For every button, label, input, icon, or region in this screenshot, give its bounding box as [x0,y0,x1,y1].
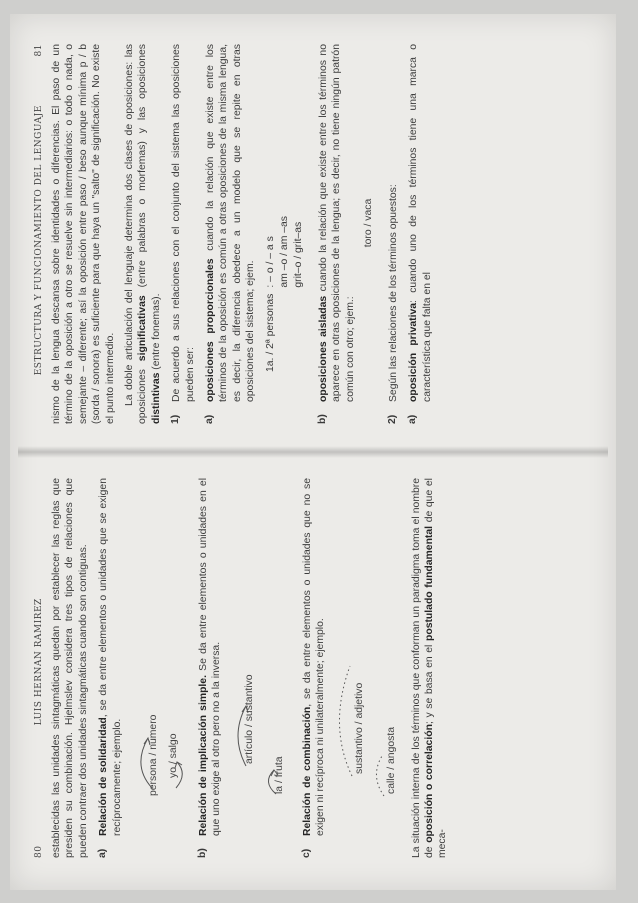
example-yo-salgo: yo / salgo [168,733,180,778]
para2-term-2: distintivas [150,372,162,424]
opposition-item-privative [407,44,434,424]
opposition-text: : cuando uno de los términos tiene una marca o característica que falta en el [408,44,433,402]
table-cell [278,288,292,372]
table-cell: 1a. / 2ª personas [264,293,276,372]
relation-description [197,478,224,836]
reciprocal-arrow-icon [130,686,190,796]
relation-description [301,478,328,836]
item-label: a) [407,414,419,424]
proportional-examples-table [264,210,306,372]
left-intro-paragraph: establecidas las unidades sintagmáticas quedan por establecer las reglas que presiden su combinación. Hjelmslev considera tres tipos de relaciones que pueden contraer dos unidades sintagmáticas cuando son contiguas. [51,478,89,858]
opposition-item-a [204,44,310,424]
relation-item-a [97,478,190,858]
closing-text-1: La situación interna de los términos que conforman un paradigma toma el nombre de [410,478,436,858]
page-number-right: 81 [34,44,44,57]
left-closing-paragraph [410,478,450,858]
right-intro-paragraph: nismo de la lengua descansa sobre identidades o diferencias. El paso de un término de la oposición a otro se resuelve sin intermediarios: o todo o nada, o semejante – diferente; así la oposición entre paso / beso aunque mínima p / b (sorda / sonora) es suficiente para que haya un "salto" de significación. No existe el punto intermedio. [51,44,116,424]
articulation-paragraph [123,44,163,424]
opposition-description [204,44,258,402]
closing-text-2: ; y se basa en el [424,641,436,725]
closing-term-2: postulado fundamental [424,525,436,641]
closing-term-1: oposición o correlación [424,724,436,843]
table-row [264,210,278,372]
opposition-term: oposiciones aisladas [317,295,329,402]
section-1-text: De acuerdo a sus relaciones con el conjunto del sistema las oposiciones pueden ser: [171,44,196,402]
table-cell: : – o / – a s [264,236,276,288]
section-2-text: Según las relaciones de los términos opuestos: [387,184,399,402]
example-articulo-sustantivo: artículo / sustantivo [243,674,255,764]
page-number-left: 80 [34,845,44,858]
table-cell: grit–o / grit–as [292,221,304,288]
item-label: c) [300,848,312,858]
page-header-right [34,44,44,424]
item-label: b) [197,848,209,858]
example-persona-numero: persona / número [148,714,160,796]
example-sustantivo-adjetivo: sustantivo / adjetivo [353,682,365,774]
running-head-right: ESTRUCTURA Y FUNCIONAMIENTO DEL LENGUAJE [34,105,44,376]
example-toro-vaca: toro / vaca [362,198,374,248]
table-cell [292,288,306,372]
opposition-description [317,44,357,402]
opposition-text: cuando la relación que existe entre los términos de la oposición es común a otras oposiciones de la misma lengua, es decir, la diferencia obedece a un modelo que se repite en otras oposiciones del sistema; ejem. [205,43,257,402]
relation-term: Relación de implicación simple. [198,675,210,836]
relation-description [97,478,124,836]
relation-item-c [301,478,404,858]
relation-term: Relación de combinación [301,706,313,836]
closing-text-3: de que el meca- [424,478,449,858]
section-label: 1) [170,414,182,424]
para2-text-3: (entre fonemas). [150,293,162,373]
book-spread [18,22,608,882]
example-implication [228,478,292,836]
relation-term: Relación de solidaridad [98,717,110,836]
opposition-text: cuando la relación que existe entre los términos no aparece en otras oposiciones de la lengua; es decir, no tiene ningún patrón común con otro; ejem.: [317,44,356,402]
example-solidarity [128,478,188,836]
scanned-sheet [10,14,616,890]
item-label: a) [204,414,216,424]
table-cell: am –o / am –as [278,216,290,288]
page-81 [18,22,608,452]
relation-text: , se da entre elementos o unidades que no se exigen ni recíproca ni unilateralmente; ejemplo. [301,478,327,836]
opposition-item-b [317,44,380,424]
para2-term-1: significativas [137,295,149,362]
table-row [292,210,306,372]
relation-item-b [197,478,294,858]
para2-text-2: (entre palabras o morfemas) y las oposiciones [137,44,149,296]
example-calle-angosta: calle / angosta [385,726,397,794]
page-header-left [34,478,44,858]
example-combination [332,478,402,836]
running-head-left: LUIS HERNAN RAMIREZ [34,598,44,726]
table-row [278,210,292,372]
item-label: a) [97,848,109,858]
opposition-term: oposición privativa [408,302,420,402]
relation-text: , se da entre elementos o unidades que se exigen recíprocamente; ejemplo. [98,478,123,836]
opposition-description [407,44,434,402]
section-label: 2) [386,414,398,424]
para2-text-1: La doble articulación del lenguaje determina dos clases de oposiciones: las oposiciones [124,44,149,424]
section-1 [170,44,197,424]
item-label: b) [316,414,328,424]
example-la-fruta: la / fruta [273,756,285,794]
page-80 [18,452,608,882]
section-2 [387,44,400,424]
opposition-term: oposiciones proporcionales [205,258,217,402]
relation-text: Se da entre elementos o unidades en el que uno exige al otro pero no a la inversa. [198,477,223,836]
